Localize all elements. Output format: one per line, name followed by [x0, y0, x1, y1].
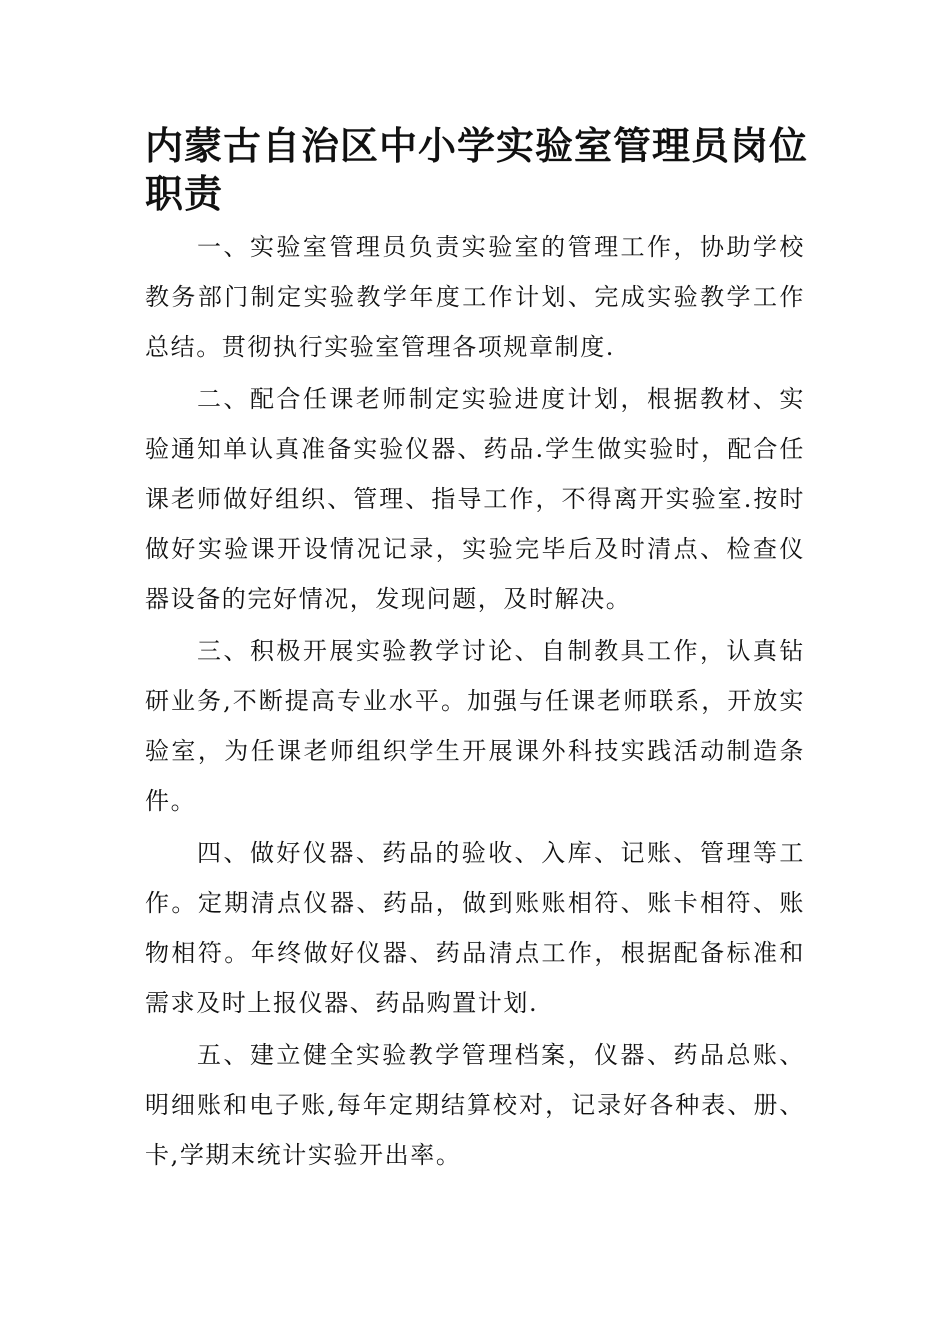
paragraph-3: 三、积极开展实验教学讨论、自制教具工作，认真钻研业务,不断提高专业水平。加强与任课老师联系，开放实验室，为任课老师组织学生开展课外科技实践活动制造条件。 — [145, 637, 805, 815]
paragraph-4: 四、做好仪器、药品的验收、入库、记账、管理等工作。定期清点仪器、药品，做到账账相符、账卡相符、账物相符。年终做好仪器、药品清点工作，根据配备标准和需求及时上报仪器、药品购置计划. — [145, 839, 805, 1017]
paragraph-2: 二、配合任课老师制定实验进度计划，根据教材、实验通知单认真准备实验仪器、药品.学生做实验时，配合任课老师做好组织、管理、指导工作，不得离开实验室.按时做好实验课开设情况记录，实验完毕后及时清点、检查仪器设备的完好情况，发现问题，及时解决。 — [145, 385, 805, 613]
document-body — [145, 222, 805, 1182]
paragraph-5: 五、建立健全实验教学管理档案，仪器、药品总账、明细账和电子账,每年定期结算校对，记录好各种表、册、卡,学期末统计实验开出率。 — [145, 1041, 805, 1169]
paragraph-1: 一、实验室管理员负责实验室的管理工作，协助学校教务部门制定实验教学年度工作计划、完成实验教学工作总结。贯彻执行实验室管理各项规章制度. — [145, 233, 805, 361]
document-title: 内蒙古自治区中小学实验室管理员岗位职责 — [145, 123, 809, 216]
